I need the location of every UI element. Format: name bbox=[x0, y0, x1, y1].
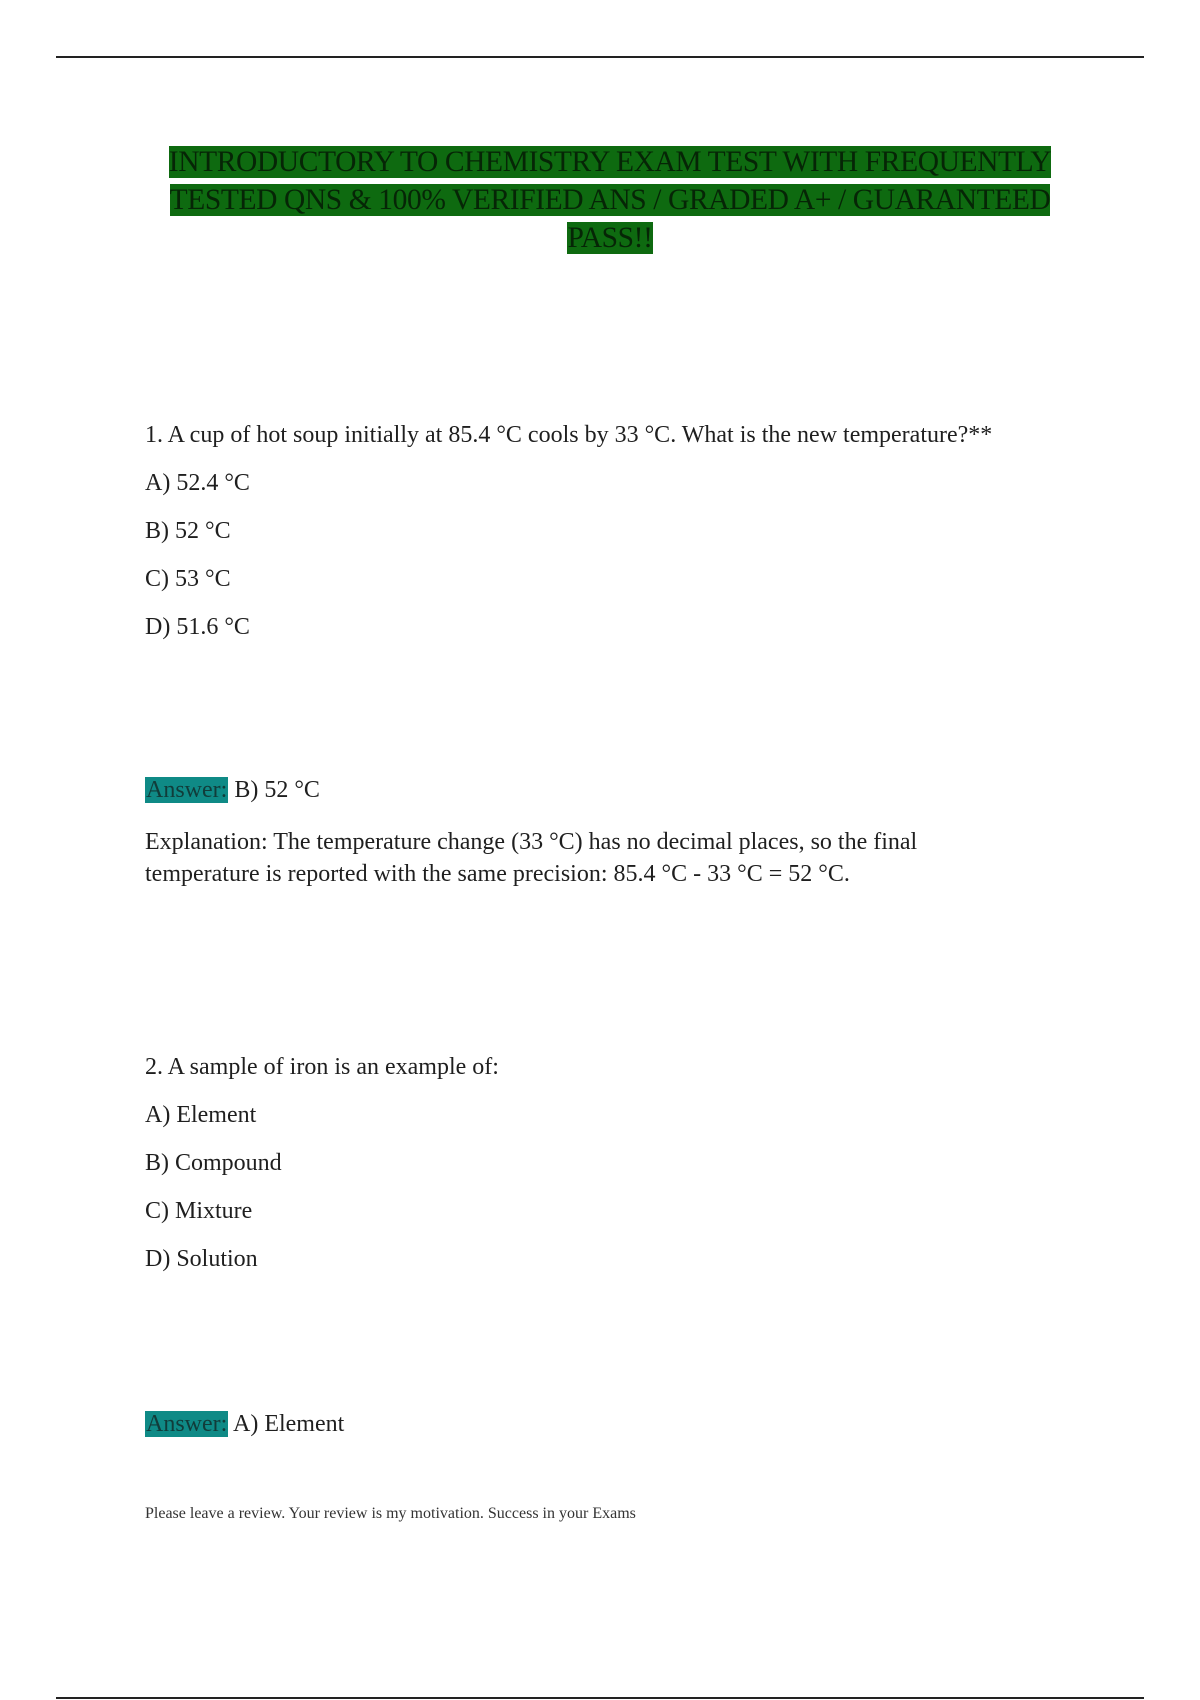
question-1-option-c: C) 53 °C bbox=[145, 566, 231, 592]
question-1-prompt: 1. A cup of hot soup initially at 85.4 °C cools by 33 °C. What is the new temperature?** bbox=[145, 422, 993, 448]
question-2-option-b: B) Compound bbox=[145, 1150, 282, 1176]
top-rule bbox=[56, 56, 1144, 58]
answer-value: A) Element bbox=[228, 1411, 345, 1437]
answer-label: Answer: bbox=[146, 777, 228, 803]
title-line-3: PASS!! bbox=[567, 222, 653, 254]
question-2-option-a: A) Element bbox=[145, 1102, 257, 1128]
answer-label: Answer: bbox=[146, 1411, 228, 1437]
footer-note: Please leave a review. Your review is my motivation. Success in your Exams bbox=[145, 1505, 636, 1522]
question-1-option-b: B) 52 °C bbox=[145, 518, 231, 544]
answer-value: B) 52 °C bbox=[228, 777, 320, 803]
bottom-rule bbox=[56, 1697, 1144, 1699]
question-1-explanation: Explanation: The temperature change (33 °C) has no decimal places, so the final temperature is reported with the same precision: 85.4 °C - 33 °C = 52 °C. bbox=[145, 829, 918, 887]
question-2-option-c: C) Mixture bbox=[145, 1198, 253, 1224]
question-2-prompt: 2. A sample of iron is an example of: bbox=[145, 1054, 499, 1080]
title-line-1: INTRODUCTORY TO CHEMISTRY EXAM TEST WITH FREQUENTLY bbox=[168, 146, 1052, 178]
title-line-2: TESTED QNS & 100% VERIFIED ANS / GRADED A+ / GUARANTEED bbox=[169, 184, 1051, 216]
question-1-option-d: D) 51.6 °C bbox=[145, 614, 250, 640]
question-1-answer bbox=[145, 777, 320, 804]
document-title bbox=[150, 143, 1070, 257]
question-1-option-a: A) 52.4 °C bbox=[145, 470, 250, 496]
question-2-option-d: D) Solution bbox=[145, 1246, 258, 1272]
question-2-answer bbox=[145, 1411, 344, 1438]
